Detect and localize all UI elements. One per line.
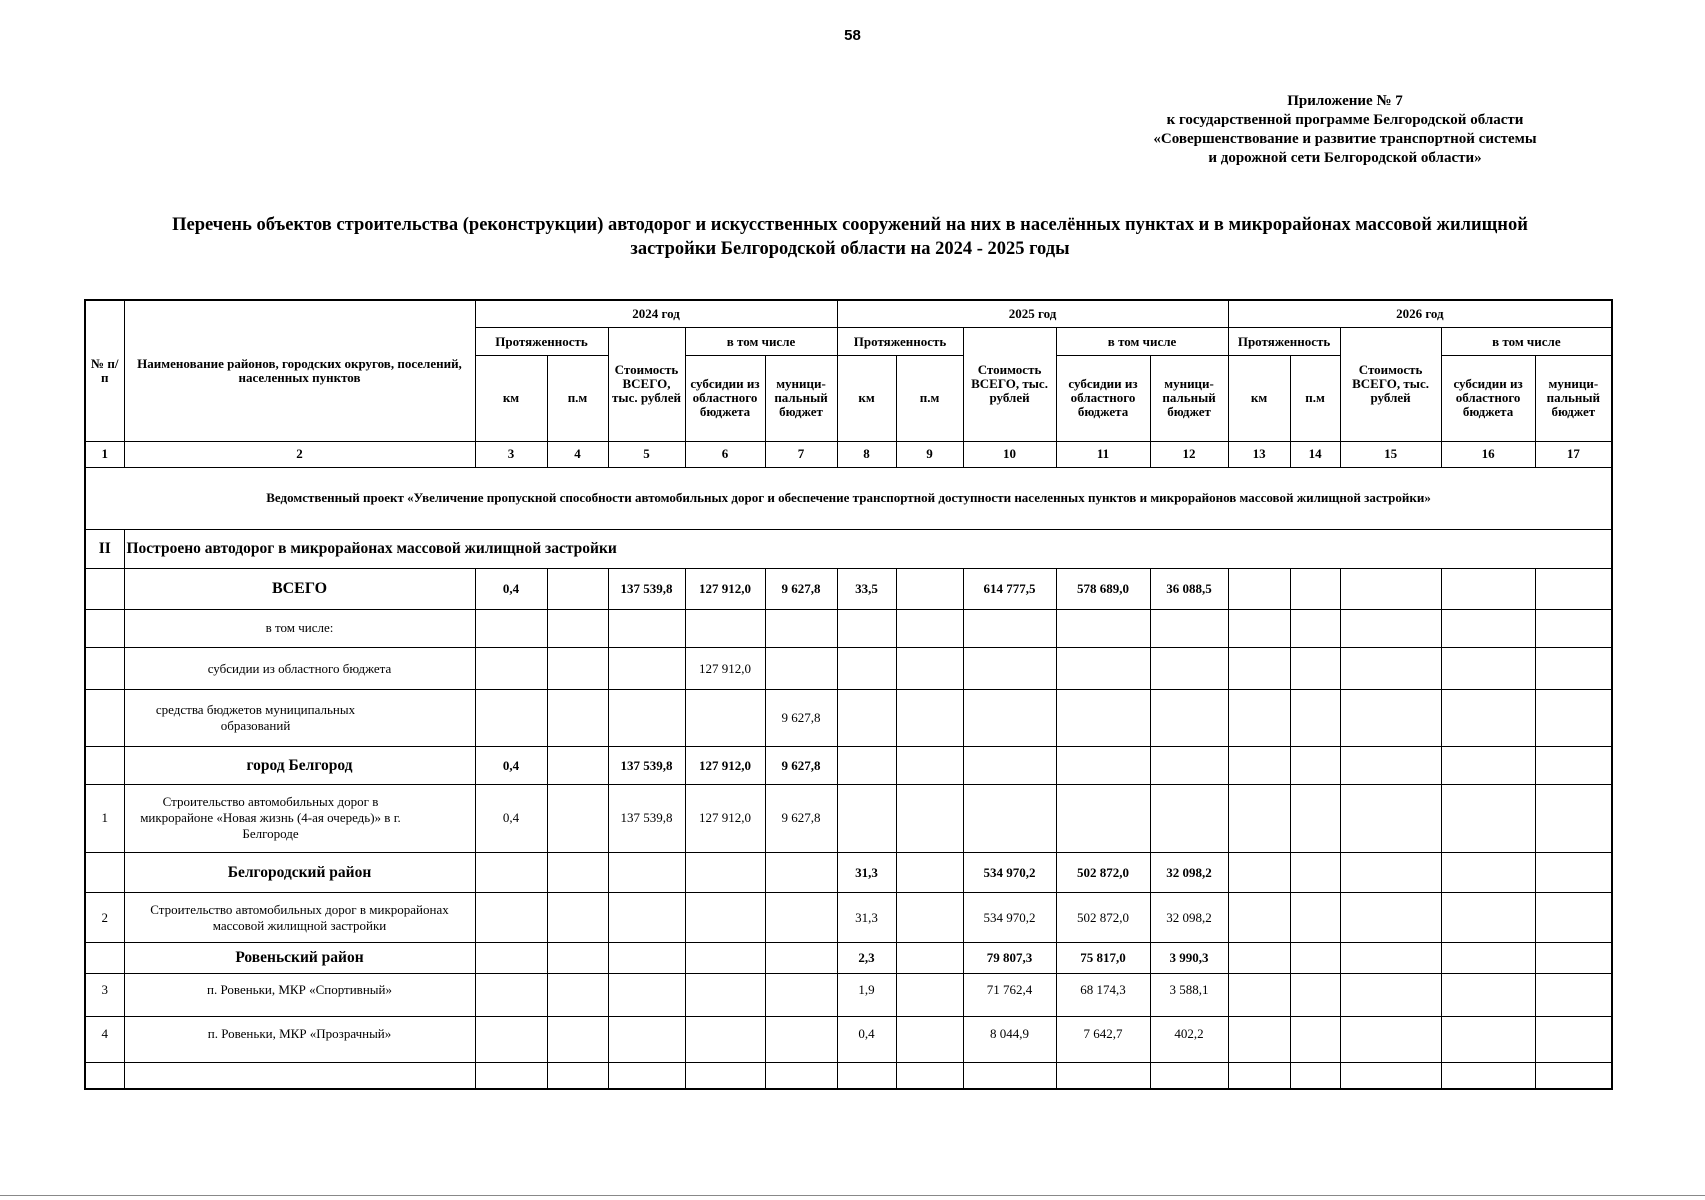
cell-value — [1535, 747, 1612, 785]
cell-value — [1340, 747, 1441, 785]
cell-value — [475, 1017, 547, 1063]
cell-value — [685, 852, 765, 893]
cell-value — [1441, 647, 1535, 690]
cell-value: 127 912,0 — [685, 568, 765, 610]
cell-value — [1290, 568, 1340, 610]
table-row — [85, 690, 1612, 747]
cell-value: 0,4 — [475, 568, 547, 610]
cell-value — [837, 610, 896, 648]
header-length: Протяженность — [1228, 327, 1340, 355]
cell-num: 4 — [85, 1017, 124, 1063]
cell-value — [1340, 690, 1441, 747]
col-number: 7 — [765, 441, 837, 467]
header-km: км — [1228, 356, 1290, 441]
cell-value — [963, 647, 1056, 690]
cell-value — [1150, 1062, 1228, 1089]
cell-value — [685, 610, 765, 648]
cell-value — [896, 647, 963, 690]
cell-value — [1441, 943, 1535, 973]
header-year-2024: 2024 год — [475, 300, 837, 327]
col-number: 12 — [1150, 441, 1228, 467]
cell-name: город Белгород — [124, 747, 475, 785]
cell-value — [475, 943, 547, 973]
cell-value — [837, 690, 896, 747]
cell-value — [1441, 568, 1535, 610]
col-number: 2 — [124, 441, 475, 467]
cell-value — [1150, 747, 1228, 785]
table-row — [85, 893, 1612, 943]
col-number: 4 — [547, 441, 608, 467]
cell-value — [896, 893, 963, 943]
cell-value: 614 777,5 — [963, 568, 1056, 610]
cell-value — [1340, 852, 1441, 893]
cell-value: 534 970,2 — [963, 852, 1056, 893]
cell-value: 79 807,3 — [963, 943, 1056, 973]
cell-value — [896, 852, 963, 893]
cell-value — [608, 1017, 685, 1063]
header-incl: в том числе — [1441, 327, 1612, 355]
cell-value — [765, 1017, 837, 1063]
cell-value — [1150, 690, 1228, 747]
cell-value: 127 912,0 — [685, 747, 765, 785]
cell-value — [475, 852, 547, 893]
cell-num — [85, 610, 124, 648]
cell-value — [1056, 1062, 1150, 1089]
cell-value — [1441, 893, 1535, 943]
cell-value — [1228, 893, 1290, 943]
cell-num — [85, 568, 124, 610]
cell-value: 68 174,3 — [1056, 973, 1150, 1017]
cell-value: 402,2 — [1150, 1017, 1228, 1063]
cell-value — [837, 747, 896, 785]
cell-num — [85, 647, 124, 690]
col-number: 6 — [685, 441, 765, 467]
col-number: 11 — [1056, 441, 1150, 467]
cell-value — [896, 568, 963, 610]
col-number: 1 — [85, 441, 124, 467]
cell-value — [1228, 1062, 1290, 1089]
header-incl: в том числе — [1056, 327, 1228, 355]
cell-value — [1535, 690, 1612, 747]
col-number: 9 — [896, 441, 963, 467]
table-row-district — [85, 852, 1612, 893]
cell-value — [475, 1062, 547, 1089]
cell-value: 75 817,0 — [1056, 943, 1150, 973]
cell-value — [837, 1062, 896, 1089]
cell-value — [685, 893, 765, 943]
cell-value — [765, 610, 837, 648]
table-row-empty — [85, 1062, 1612, 1089]
cell-value — [608, 852, 685, 893]
cell-value — [1441, 852, 1535, 893]
cell-value: 9 627,8 — [765, 690, 837, 747]
cell-num — [85, 690, 124, 747]
header-cost: Стоимость ВСЕГО, тыс. рублей — [608, 327, 685, 441]
header-subsidy: субсидии из областного бюджета — [1056, 356, 1150, 441]
cell-value — [963, 747, 1056, 785]
header-pm: п.м — [547, 356, 608, 441]
cell-value — [765, 1062, 837, 1089]
objects-table — [84, 299, 1613, 1090]
header-year-2025: 2025 год — [837, 300, 1228, 327]
cell-value: 1,9 — [837, 973, 896, 1017]
cell-value — [1535, 784, 1612, 852]
table-row-district — [85, 747, 1612, 785]
project-row — [85, 468, 1612, 530]
header-incl: в том числе — [685, 327, 837, 355]
cell-name: Ровеньский район — [124, 943, 475, 973]
cell-value: 31,3 — [837, 852, 896, 893]
cell-value — [1290, 647, 1340, 690]
cell-value — [1228, 943, 1290, 973]
cell-value — [1441, 973, 1535, 1017]
cell-value — [1441, 690, 1535, 747]
cell-value: 2,3 — [837, 943, 896, 973]
cell-value — [475, 647, 547, 690]
cell-value — [1056, 784, 1150, 852]
cell-value — [1228, 852, 1290, 893]
cell-value — [1150, 647, 1228, 690]
cell-value — [547, 747, 608, 785]
cell-name: в том числе: — [124, 610, 475, 648]
cell-value — [1228, 1017, 1290, 1063]
cell-value — [685, 973, 765, 1017]
cell-value — [765, 943, 837, 973]
header-pm: п.м — [896, 356, 963, 441]
appendix-line: и дорожной сети Белгородской области» — [1208, 150, 1482, 166]
cell-value — [896, 973, 963, 1017]
cell-value — [1150, 784, 1228, 852]
section-row — [85, 529, 1612, 568]
cell-value — [1535, 647, 1612, 690]
cell-value — [475, 893, 547, 943]
table-row-district — [85, 943, 1612, 973]
cell-name: Белгородский район — [124, 852, 475, 893]
cell-value — [1441, 610, 1535, 648]
appendix-line: к государственной программе Белгородской области — [1166, 112, 1524, 128]
table-row — [85, 610, 1612, 648]
cell-value — [1340, 647, 1441, 690]
col-number: 13 — [1228, 441, 1290, 467]
cell-value — [765, 647, 837, 690]
cell-value — [475, 610, 547, 648]
project-title: Ведомственный проект «Увеличение пропускной способности автомобильных дорог и обеспечение транспортной доступности населенных пунктов и микрорайонов массовой жилищной застройки» — [85, 468, 1612, 530]
cell-value — [547, 973, 608, 1017]
cell-value — [547, 1017, 608, 1063]
cell-value: 8 044,9 — [963, 1017, 1056, 1063]
cell-value — [1441, 1062, 1535, 1089]
cell-value: 137 539,8 — [608, 784, 685, 852]
cell-value — [1290, 1017, 1340, 1063]
cell-value: 127 912,0 — [685, 647, 765, 690]
document-title — [100, 213, 1600, 261]
cell-value — [475, 973, 547, 1017]
cell-value — [1441, 1017, 1535, 1063]
cell-value: 3 588,1 — [1150, 973, 1228, 1017]
cell-value — [1228, 610, 1290, 648]
cell-value — [1340, 1062, 1441, 1089]
cell-value — [1290, 852, 1340, 893]
cell-value: 127 912,0 — [685, 784, 765, 852]
col-number: 3 — [475, 441, 547, 467]
cell-value — [1228, 973, 1290, 1017]
cell-value — [896, 747, 963, 785]
col-number: 17 — [1535, 441, 1612, 467]
cell-value — [1535, 943, 1612, 973]
cell-value — [1340, 784, 1441, 852]
cell-value: 0,4 — [475, 747, 547, 785]
cell-value — [765, 973, 837, 1017]
cell-value — [1535, 1062, 1612, 1089]
header-num: № п/п — [85, 300, 124, 441]
title-line: застройки Белгородской области на 2024 - 2025 годы — [630, 239, 1070, 259]
cell-value — [608, 690, 685, 747]
page-bottom-rule — [0, 1195, 1705, 1196]
cell-value: 71 762,4 — [963, 973, 1056, 1017]
cell-num: 3 — [85, 973, 124, 1017]
cell-value: 137 539,8 — [608, 568, 685, 610]
cell-value — [896, 784, 963, 852]
header-name: Наименование районов, городских округов, поселений, населенных пунктов — [124, 300, 475, 441]
cell-num — [85, 1062, 124, 1089]
cell-value — [896, 690, 963, 747]
cell-value: 502 872,0 — [1056, 852, 1150, 893]
cell-value — [1340, 943, 1441, 973]
cell-value — [1228, 690, 1290, 747]
cell-value — [1290, 784, 1340, 852]
column-numbers-row — [85, 441, 1612, 467]
cell-value — [765, 852, 837, 893]
cell-value — [475, 690, 547, 747]
cell-value: 3 990,3 — [1150, 943, 1228, 973]
cell-value — [1535, 568, 1612, 610]
header-subsidy: субсидии из областного бюджета — [1441, 356, 1535, 441]
cell-value — [547, 1062, 608, 1089]
header-year-2026: 2026 год — [1228, 300, 1612, 327]
cell-value: 32 098,2 — [1150, 893, 1228, 943]
cell-value — [1441, 784, 1535, 852]
cell-value — [608, 973, 685, 1017]
cell-value: 534 970,2 — [963, 893, 1056, 943]
header-municipal: муници- пальный бюджет — [765, 356, 837, 441]
cell-value: 0,4 — [837, 1017, 896, 1063]
header-km: км — [837, 356, 896, 441]
cell-value — [608, 647, 685, 690]
cell-value — [1340, 568, 1441, 610]
cell-value — [608, 610, 685, 648]
cell-value — [896, 1062, 963, 1089]
table-row — [85, 1017, 1612, 1063]
cell-value — [1340, 1017, 1441, 1063]
cell-value — [1290, 1062, 1340, 1089]
cell-value: 9 627,8 — [765, 784, 837, 852]
cell-value — [608, 1062, 685, 1089]
cell-value: 9 627,8 — [765, 747, 837, 785]
cell-value — [1228, 568, 1290, 610]
cell-value — [1056, 690, 1150, 747]
cell-name: Строительство автомобильных дорог в микрорайоне «Новая жизнь (4-ая очередь)» в г. Белгороде — [124, 784, 475, 852]
header-municipal: муници- пальный бюджет — [1535, 356, 1612, 441]
cell-value — [685, 690, 765, 747]
cell-value — [1535, 973, 1612, 1017]
cell-value: 137 539,8 — [608, 747, 685, 785]
cell-value — [1535, 1017, 1612, 1063]
cell-value — [837, 784, 896, 852]
cell-value — [608, 943, 685, 973]
cell-num: 1 — [85, 784, 124, 852]
header-length: Протяженность — [475, 327, 608, 355]
page-number: 58 — [844, 27, 861, 44]
table-row — [85, 647, 1612, 690]
cell-num: 2 — [85, 893, 124, 943]
header-length: Протяженность — [837, 327, 963, 355]
cell-name — [124, 1062, 475, 1089]
cell-value — [685, 1017, 765, 1063]
cell-value — [547, 852, 608, 893]
cell-value — [1228, 747, 1290, 785]
table-row — [85, 973, 1612, 1017]
cell-value — [547, 610, 608, 648]
col-number: 16 — [1441, 441, 1535, 467]
cell-value — [896, 943, 963, 973]
col-number: 15 — [1340, 441, 1441, 467]
cell-value — [1441, 747, 1535, 785]
table-row — [85, 784, 1612, 852]
header-row-years — [85, 300, 1612, 327]
cell-value — [1290, 943, 1340, 973]
cell-value — [1340, 893, 1441, 943]
cell-value: 578 689,0 — [1056, 568, 1150, 610]
cell-name: средства бюджетов муниципальных образований — [124, 690, 475, 747]
cell-value: 502 872,0 — [1056, 893, 1150, 943]
appendix-header — [1095, 92, 1595, 168]
col-number: 10 — [963, 441, 1056, 467]
section-title: Построено автодорог в микрорайонах массовой жилищной застройки — [124, 529, 1612, 568]
title-line: Перечень объектов строительства (реконструкции) автодорог и искусственных сооружений на них в населённых пунктах и в микрорайонах массовой жилищной — [172, 215, 1528, 235]
cell-value — [963, 784, 1056, 852]
cell-num — [85, 852, 124, 893]
appendix-line: Приложение № 7 — [1287, 93, 1403, 109]
cell-value — [1535, 610, 1612, 648]
cell-value — [1228, 784, 1290, 852]
cell-value — [1290, 893, 1340, 943]
cell-value: 36 088,5 — [1150, 568, 1228, 610]
cell-name: п. Ровеньки, МКР «Прозрачный» — [124, 1017, 475, 1063]
cell-value — [1535, 852, 1612, 893]
cell-name: Строительство автомобильных дорог в микрорайонах массовой жилищной застройки — [124, 893, 475, 943]
cell-name: субсидии из областного бюджета — [124, 647, 475, 690]
cell-value: 0,4 — [475, 784, 547, 852]
cell-value — [1056, 747, 1150, 785]
cell-value — [547, 893, 608, 943]
cell-value — [1340, 610, 1441, 648]
cell-value — [1290, 973, 1340, 1017]
header-subsidy: субсидии из областного бюджета — [685, 356, 765, 441]
cell-value — [1150, 610, 1228, 648]
col-number: 14 — [1290, 441, 1340, 467]
header-municipal: муници- пальный бюджет — [1150, 356, 1228, 441]
cell-value — [1290, 747, 1340, 785]
cell-value — [547, 568, 608, 610]
appendix-line: «Совершенствование и развитие транспортной системы — [1153, 131, 1537, 147]
cell-value — [685, 1062, 765, 1089]
cell-value — [1056, 610, 1150, 648]
table-row-total — [85, 568, 1612, 610]
cell-name: ВСЕГО — [124, 568, 475, 610]
cell-value: 9 627,8 — [765, 568, 837, 610]
cell-value — [963, 690, 1056, 747]
cell-value — [963, 1062, 1056, 1089]
cell-value — [1056, 647, 1150, 690]
col-number: 5 — [608, 441, 685, 467]
cell-value — [685, 943, 765, 973]
cell-value: 7 642,7 — [1056, 1017, 1150, 1063]
cell-num — [85, 747, 124, 785]
cell-value: 31,3 — [837, 893, 896, 943]
col-number: 8 — [837, 441, 896, 467]
cell-value — [1535, 893, 1612, 943]
cell-value — [1340, 973, 1441, 1017]
cell-value — [963, 610, 1056, 648]
cell-value — [896, 1017, 963, 1063]
cell-value — [547, 943, 608, 973]
cell-value — [765, 893, 837, 943]
cell-value — [837, 647, 896, 690]
header-cost: Стоимость ВСЕГО, тыс. рублей — [1340, 327, 1441, 441]
cell-value — [608, 893, 685, 943]
cell-value — [896, 610, 963, 648]
section-number: II — [85, 529, 124, 568]
cell-value — [1290, 610, 1340, 648]
cell-value — [547, 784, 608, 852]
cell-value: 32 098,2 — [1150, 852, 1228, 893]
cell-value — [547, 647, 608, 690]
cell-value: 33,5 — [837, 568, 896, 610]
cell-name: п. Ровеньки, МКР «Спортивный» — [124, 973, 475, 1017]
cell-num — [85, 943, 124, 973]
cell-value — [547, 690, 608, 747]
header-pm: п.м — [1290, 356, 1340, 441]
cell-value — [1290, 690, 1340, 747]
header-cost: Стоимость ВСЕГО, тыс. рублей — [963, 327, 1056, 441]
cell-value — [1228, 647, 1290, 690]
header-km: км — [475, 356, 547, 441]
